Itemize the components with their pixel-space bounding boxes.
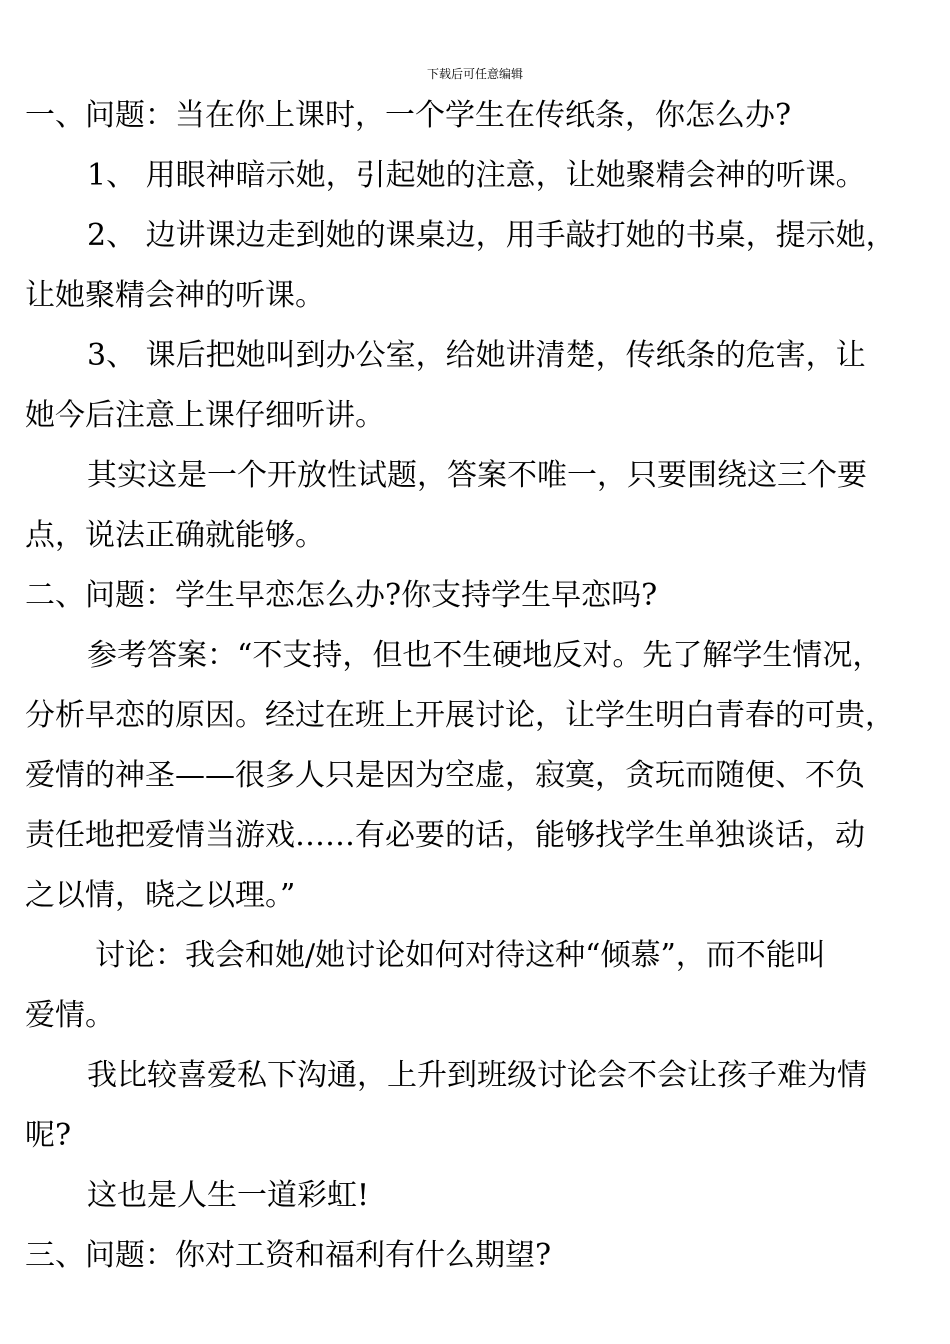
answer-2-comment-cont: 呢? bbox=[25, 1118, 72, 1153]
question-1-heading: 一、问题：当在你上课时，一个学生在传纸条，你怎么办? bbox=[25, 98, 792, 133]
answer-1-note: 其实这是一个开放性试题，答案不唯一，只要围绕这三个要 bbox=[87, 458, 867, 493]
answer-1-item-2-cont: 让她聚精会神的听课。 bbox=[25, 278, 325, 313]
answer-2-reference: 参考答案：“不支持，但也不生硬地反对。先了解学生情况， bbox=[87, 638, 883, 673]
answer-1-item-3: 3、 课后把她叫到办公室，给她讲清楚，传纸条的危害，让 bbox=[87, 338, 866, 373]
answer-2-comment: 我比较喜爱私下沟通，上升到班级讨论会不会让孩子难为情 bbox=[87, 1058, 867, 1093]
answer-1-item-1: 1、 用眼神暗示她，引起她的注意，让她聚精会神的听课。 bbox=[87, 158, 866, 193]
answer-2-reference-cont-2: 爱情的神圣——很多人只是因为空虚，寂寞，贪玩而随便、不负 bbox=[25, 758, 865, 793]
answer-2-reference-cont-1: 分析早恋的原因。经过在班上开展讨论，让学生明白青春的可贵， bbox=[25, 698, 895, 733]
question-3-heading: 三、问题：你对工资和福利有什么期望? bbox=[25, 1238, 552, 1273]
document-body bbox=[25, 86, 930, 1286]
page-header: 下载后可任意编辑 bbox=[426, 67, 523, 81]
answer-2-reference-cont-3: 责任地把爱情当游戏……有必要的话，能够找学生单独谈话，动 bbox=[25, 818, 865, 853]
answer-2-reference-cont-4: 之以情，晓之以理。” bbox=[25, 878, 296, 913]
answer-2-closing: 这也是人生一道彩虹! bbox=[87, 1178, 370, 1213]
answer-1-note-cont: 点，说法正确就能够。 bbox=[25, 518, 325, 553]
answer-2-discussion: 讨论：我会和她/她讨论如何对待这种“倾慕”，而不能叫 bbox=[95, 938, 826, 973]
answer-2-discussion-cont: 爱情。 bbox=[25, 998, 115, 1033]
question-2-heading: 二、问题：学生早恋怎么办?你支持学生早恋吗? bbox=[25, 578, 658, 613]
answer-1-item-3-cont: 她今后注意上课仔细听讲。 bbox=[25, 398, 385, 433]
answer-1-item-2: 2、 边讲课边走到她的课桌边，用手敲打她的书桌，提示她， bbox=[87, 218, 896, 253]
